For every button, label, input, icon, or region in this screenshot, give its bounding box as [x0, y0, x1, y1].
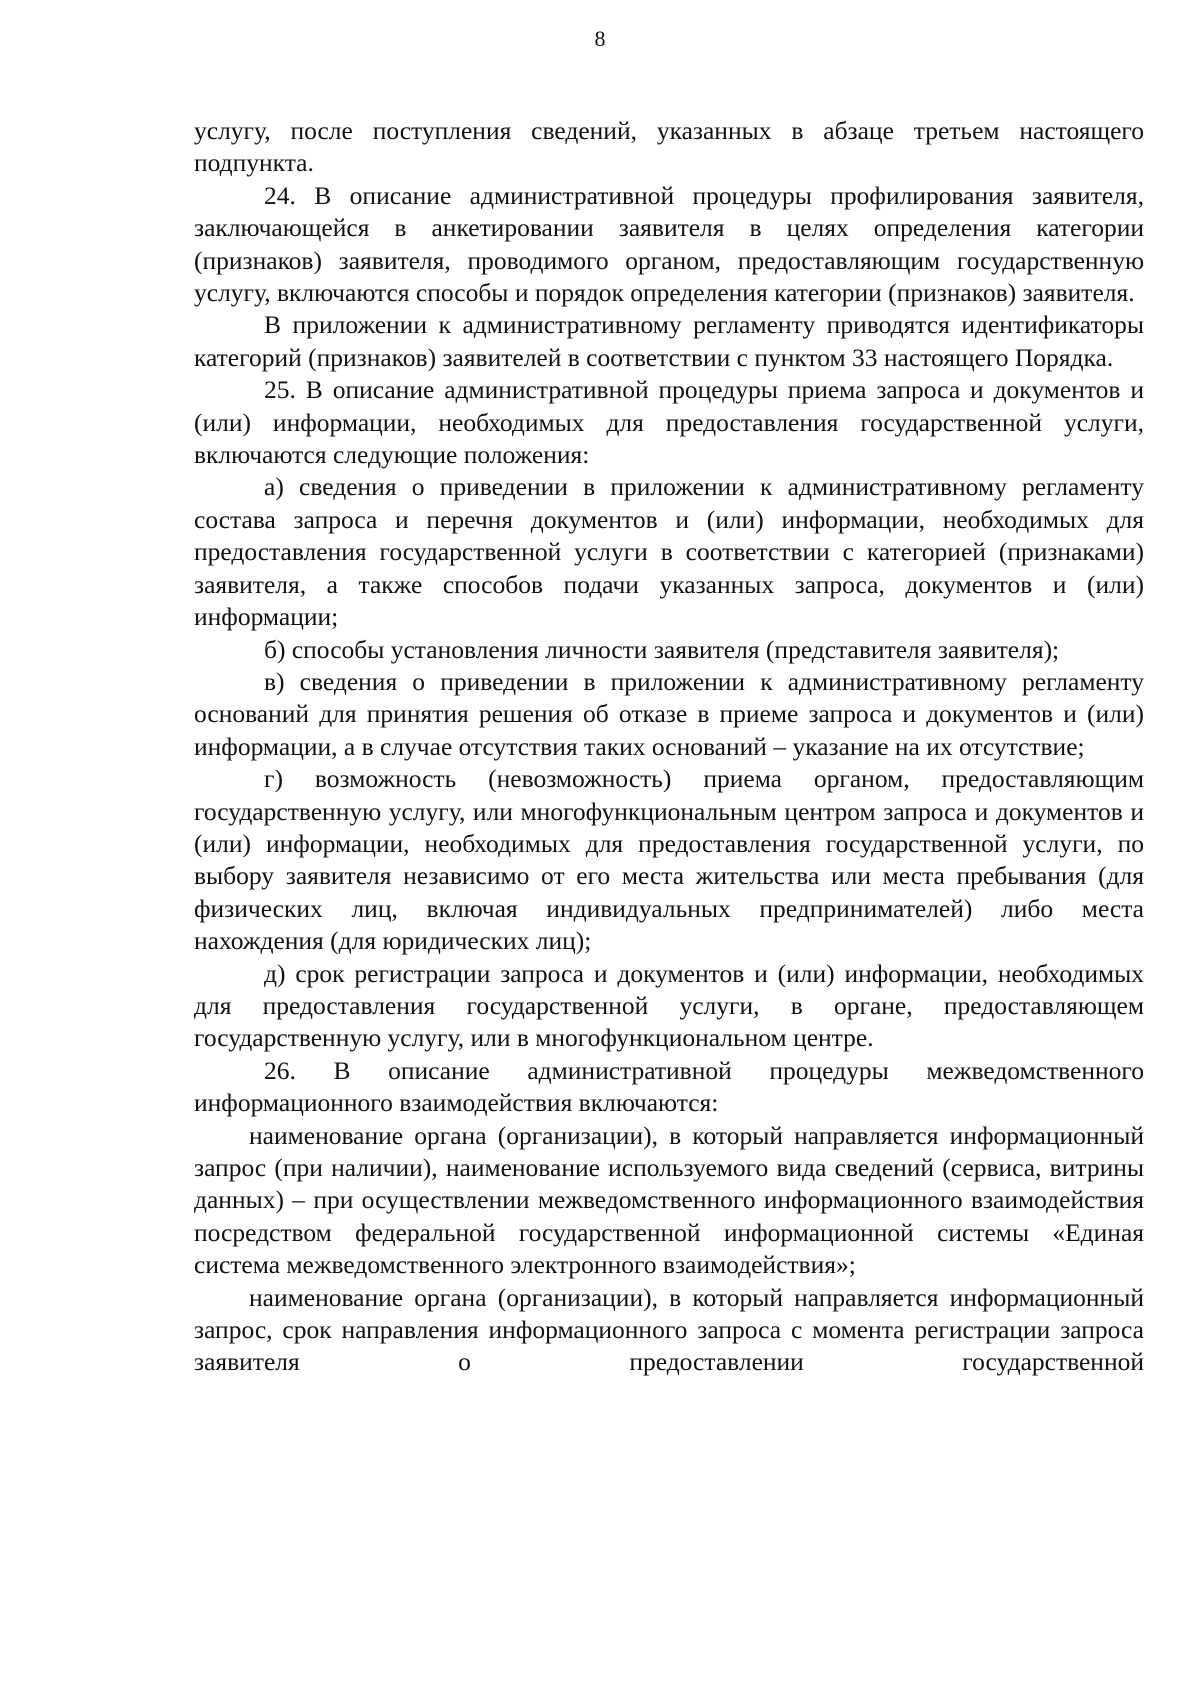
paragraph-subitem-a: а) сведения о приведении в приложении к административному регламенту состава запроса и перечня документов и (или) информации, необходимых для предоставления государственной услуги в соответствии с категорией (признаками) заявителя, а также способов подачи указанных запроса, документов и (или) информации; [194, 472, 1144, 632]
paragraph-item-24: 24. В описание административной процедуры профилирования заявителя, заключающейся в анкетировании заявителя в целях определения категории (признаков) заявителя, проводимого органом, предоставляющим государственную услугу, включаются способы и порядок определения категории (признаков) заявителя. [194, 180, 1144, 308]
paragraph-item-25: 25. В описание административной процедуры приема запроса и документов и (или) информации, необходимых для предоставления государственной услуги, включаются следующие положения: [194, 375, 1144, 470]
paragraph-subitem-g: г) возможность (невозможность) приема органом, предоставляющим государственную услугу, или многофункциональным центром запроса и документов и (или) информации, необходимых для предоставления государственной услуги, по выбору заявителя независимо от его места жительства или места пребывания (для физических лиц, включая индивидуальных предпринимателей) либо места нахождения (для юридических лиц); [194, 764, 1144, 956]
paragraph-subitem-v: в) сведения о приведении в приложении к административному регламенту оснований для принятия решения об отказе в приеме запроса и документов и (или) информации, а в случае отсутствия таких оснований – указание на их отсутствие; [194, 666, 1144, 761]
paragraph-continuation: услугу, после поступления сведений, указанных в абзаце третьем настоящего подпункта. [194, 116, 1144, 178]
paragraph-appendix-identifiers: В приложении к административному регламенту приводятся идентификаторы категорий (признаков) заявителей в соответствии с пунктом 33 настоящего Порядка. [194, 310, 1144, 372]
paragraph-organ-name-2: наименование органа (организации), в который направляется информационный запрос, срок направления информационного запроса с момента регистрации запроса заявителя о предоставлении государственной [194, 1282, 1144, 1377]
document-body [194, 115, 1144, 1379]
paragraph-organ-name-1: наименование органа (организации), в который направляется информационный запрос (при наличии), наименование используемого вида сведений (сервиса, витрины данных) – при осуществлении межведомственного информационного взаимодействия посредством федеральной государственной информационной системы «Единая система межведомственного электронного взаимодействия»; [194, 1120, 1144, 1280]
paragraph-subitem-d: д) срок регистрации запроса и документов и (или) информации, необходимых для предоставления государственной услуги, в органе, предоставляющем государственную услугу, или в многофункциональном центре. [194, 958, 1144, 1053]
paragraph-item-26: 26. В описание административной процедуры межведомственного информационного взаимодействия включаются: [194, 1055, 1144, 1118]
page-number: 8 [594, 26, 606, 51]
paragraph-subitem-b: б) способы установления личности заявителя (представителя заявителя); [264, 634, 1060, 664]
